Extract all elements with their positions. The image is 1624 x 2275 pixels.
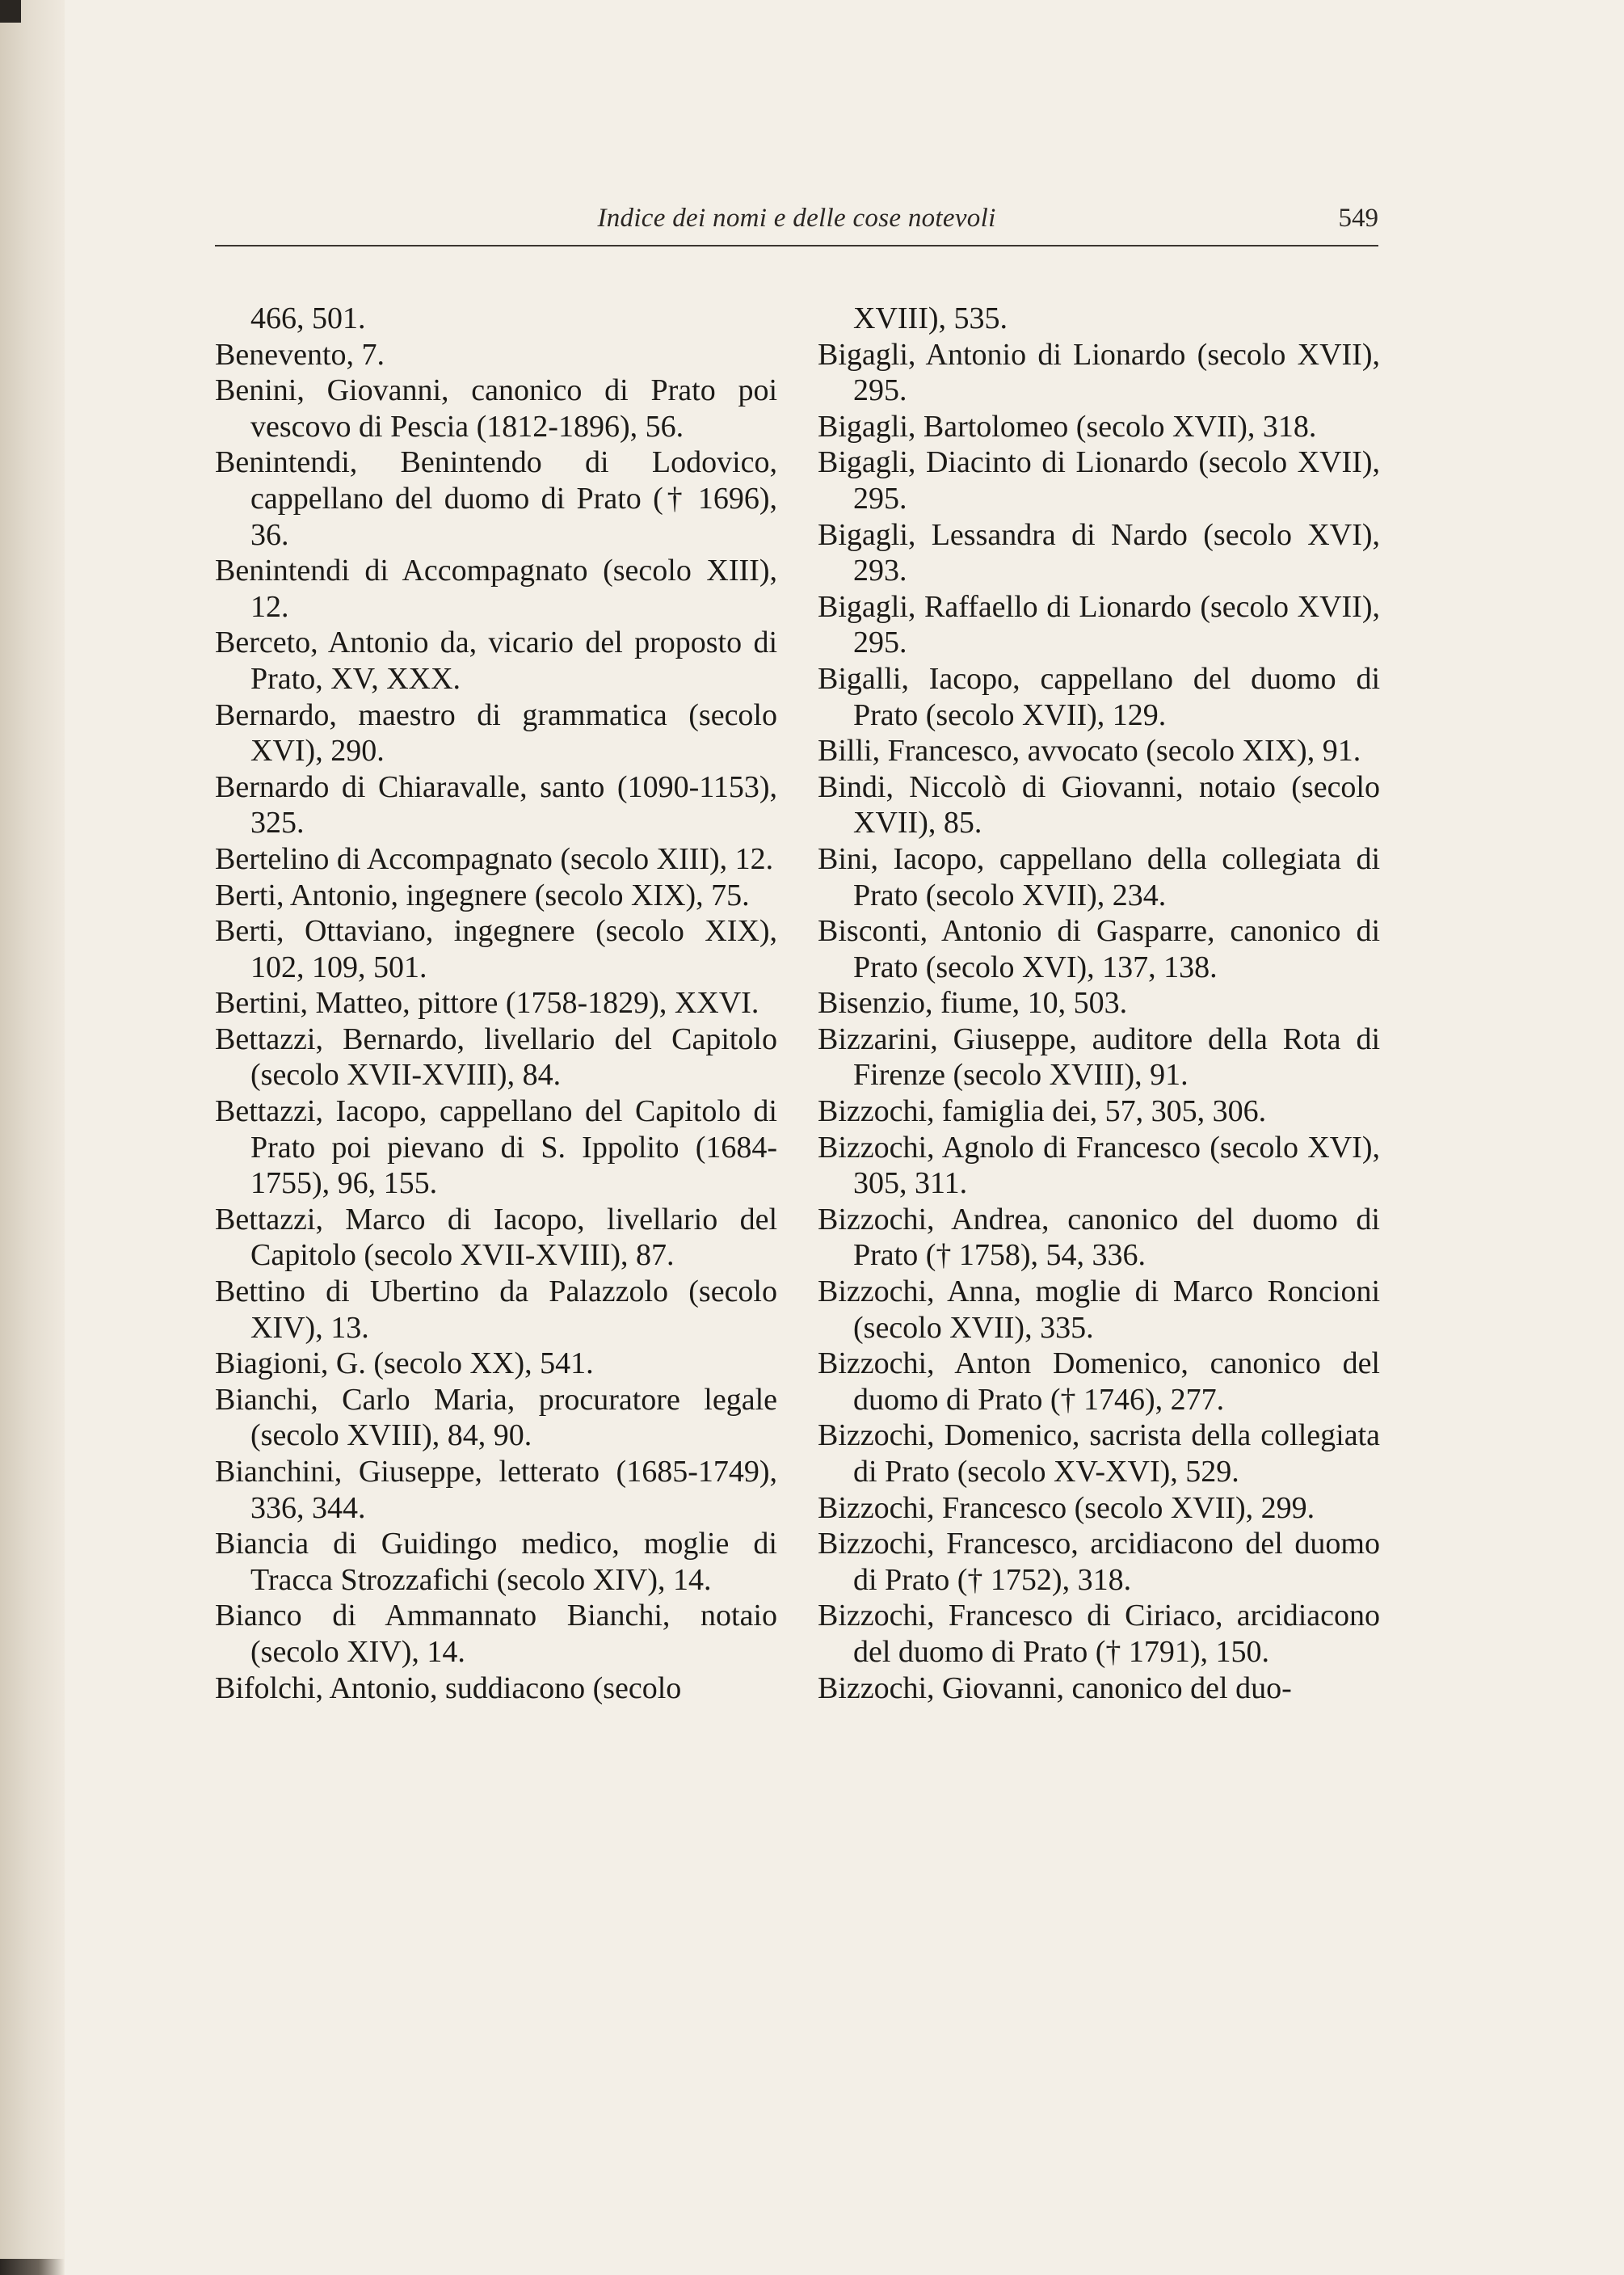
index-entry: Berceto, Antonio da, vicario del proposto di Prato, XV, XXX. — [215, 626, 777, 696]
index-entry: XVIII), 535. — [853, 301, 1008, 335]
index-entry: Bisenzio, fiume, 10, 503. — [818, 986, 1128, 1021]
index-entry: Bizzochi, Giovanni, canonico del duo- — [818, 1670, 1292, 1705]
index-entry: Bigagli, Raffaello di Lionardo (secolo XVII), 295. — [818, 589, 1380, 660]
index-entry: Bizzochi, Anna, moglie di Marco Roncioni (secolo XVII), 335. — [818, 1274, 1380, 1345]
index-entry: Bettazzi, Marco di Iacopo, livellario del Capitolo (secolo XVII-XVIII), 87. — [215, 1202, 777, 1273]
index-entry: Bigagli, Lessandra di Nardo (secolo XVI), 293. — [818, 517, 1380, 588]
index-entry: Bigagli, Antonio di Lionardo (secolo XVII), 295. — [818, 337, 1380, 408]
book-spine-shadow — [0, 0, 65, 2275]
left-index-column — [215, 301, 777, 1706]
index-entry: Bizzochi, Domenico, sacrista della collegiata di Prato (secolo XV-XVI), 529. — [818, 1418, 1380, 1489]
index-entry: Bizzochi, Francesco (secolo XVII), 299. — [818, 1490, 1315, 1525]
scan-corner — [0, 0, 21, 23]
index-entry: Bizzarini, Giuseppe, auditore della Rota di Firenze (secolo XVIII), 91. — [818, 1022, 1380, 1093]
index-entry: Bigagli, Bartolomeo (secolo XVII), 318. — [818, 409, 1317, 444]
index-entry: Berti, Antonio, ingegnere (secolo XIX), 75. — [215, 878, 750, 912]
header-rule — [215, 245, 1378, 246]
index-entry: Billi, Francesco, avvocato (secolo XIX), 91. — [818, 734, 1361, 769]
running-header — [215, 204, 1378, 244]
index-entry: Bettazzi, Bernardo, livellario del Capitolo (secolo XVII-XVIII), 84. — [215, 1022, 777, 1093]
header-title: Indice dei nomi e delle cose notevoli — [597, 204, 996, 233]
index-entry: Benintendi di Accompagnato (secolo XIII), 12. — [215, 554, 777, 624]
right-index-column — [818, 301, 1380, 1706]
index-entry: Bettino di Ubertino da Palazzolo (secolo XIV), 13. — [215, 1274, 777, 1345]
index-entry: Bigalli, Iacopo, cappellano del duomo di Prato (secolo XVII), 129. — [818, 661, 1380, 732]
index-entry: Bernardo di Chiaravalle, santo (1090-1153), 325. — [215, 769, 777, 840]
index-entry: Bigagli, Diacinto di Lionardo (secolo XVII), 295. — [818, 445, 1380, 516]
index-entry: Bianchi, Carlo Maria, procuratore legale (secolo XVIII), 84, 90. — [215, 1382, 777, 1453]
index-entry: Bizzochi, famiglia dei, 57, 305, 306. — [818, 1094, 1267, 1129]
index-entry: Benini, Giovanni, canonico di Prato poi vescovo di Pescia (1812-1896), 56. — [215, 373, 777, 444]
index-entry: Biagioni, G. (secolo XX), 541. — [215, 1346, 594, 1381]
index-entry: Bernardo, maestro di grammatica (secolo XVI), 290. — [215, 697, 777, 769]
index-entry: Bianco di Ammannato Bianchi, notaio (secolo XIV), 14. — [215, 1599, 777, 1669]
index-entry: Bianchini, Giuseppe, letterato (1685-1749), 336, 344. — [215, 1455, 777, 1525]
index-entry: Bizzochi, Francesco, arcidiacono del duomo di Prato († 1752), 318. — [818, 1527, 1380, 1597]
index-entry: Bertini, Matteo, pittore (1758-1829), XXVI. — [215, 986, 759, 1021]
index-entry: Bettazzi, Iacopo, cappellano del Capitolo di Prato poi pievano di S. Ippolito (1684-1755), 96, 155. — [215, 1094, 777, 1201]
index-entry: Bizzochi, Francesco di Ciriaco, arcidiacono del duomo di Prato († 1791), 150. — [818, 1599, 1380, 1669]
index-entry: Bini, Iacopo, cappellano della collegiata di Prato (secolo XVII), 234. — [818, 841, 1380, 912]
index-entry: Benintendi, Benintendo di Lodovico, cappellano del duomo di Prato († 1696), 36. — [215, 445, 777, 552]
index-entry: Biancia di Guidingo medico, moglie di Tracca Strozzafichi (secolo XIV), 14. — [215, 1527, 777, 1597]
index-entry: Bizzochi, Anton Domenico, canonico del duomo di Prato († 1746), 277. — [818, 1346, 1380, 1417]
index-entry: Bizzochi, Andrea, canonico del duomo di Prato († 1758), 54, 336. — [818, 1202, 1380, 1273]
index-entry: Bisconti, Antonio di Gasparre, canonico di Prato (secolo XVI), 137, 138. — [818, 914, 1380, 984]
index-entry: Bifolchi, Antonio, suddiacono (secolo — [215, 1670, 682, 1705]
index-entry: Benevento, 7. — [215, 337, 385, 372]
index-entry: Bertelino di Accompagnato (secolo XIII), 12. — [215, 841, 774, 876]
index-entry: Bindi, Niccolò di Giovanni, notaio (secolo XVII), 85. — [818, 769, 1380, 840]
index-entry: Bizzochi, Agnolo di Francesco (secolo XVI), 305, 311. — [818, 1130, 1380, 1201]
page-number: 549 — [1338, 204, 1378, 233]
scan-corner-bottom — [0, 2259, 65, 2275]
index-entry: Berti, Ottaviano, ingegnere (secolo XIX), 102, 109, 501. — [215, 914, 777, 984]
index-entry: 466, 501. — [250, 301, 366, 335]
